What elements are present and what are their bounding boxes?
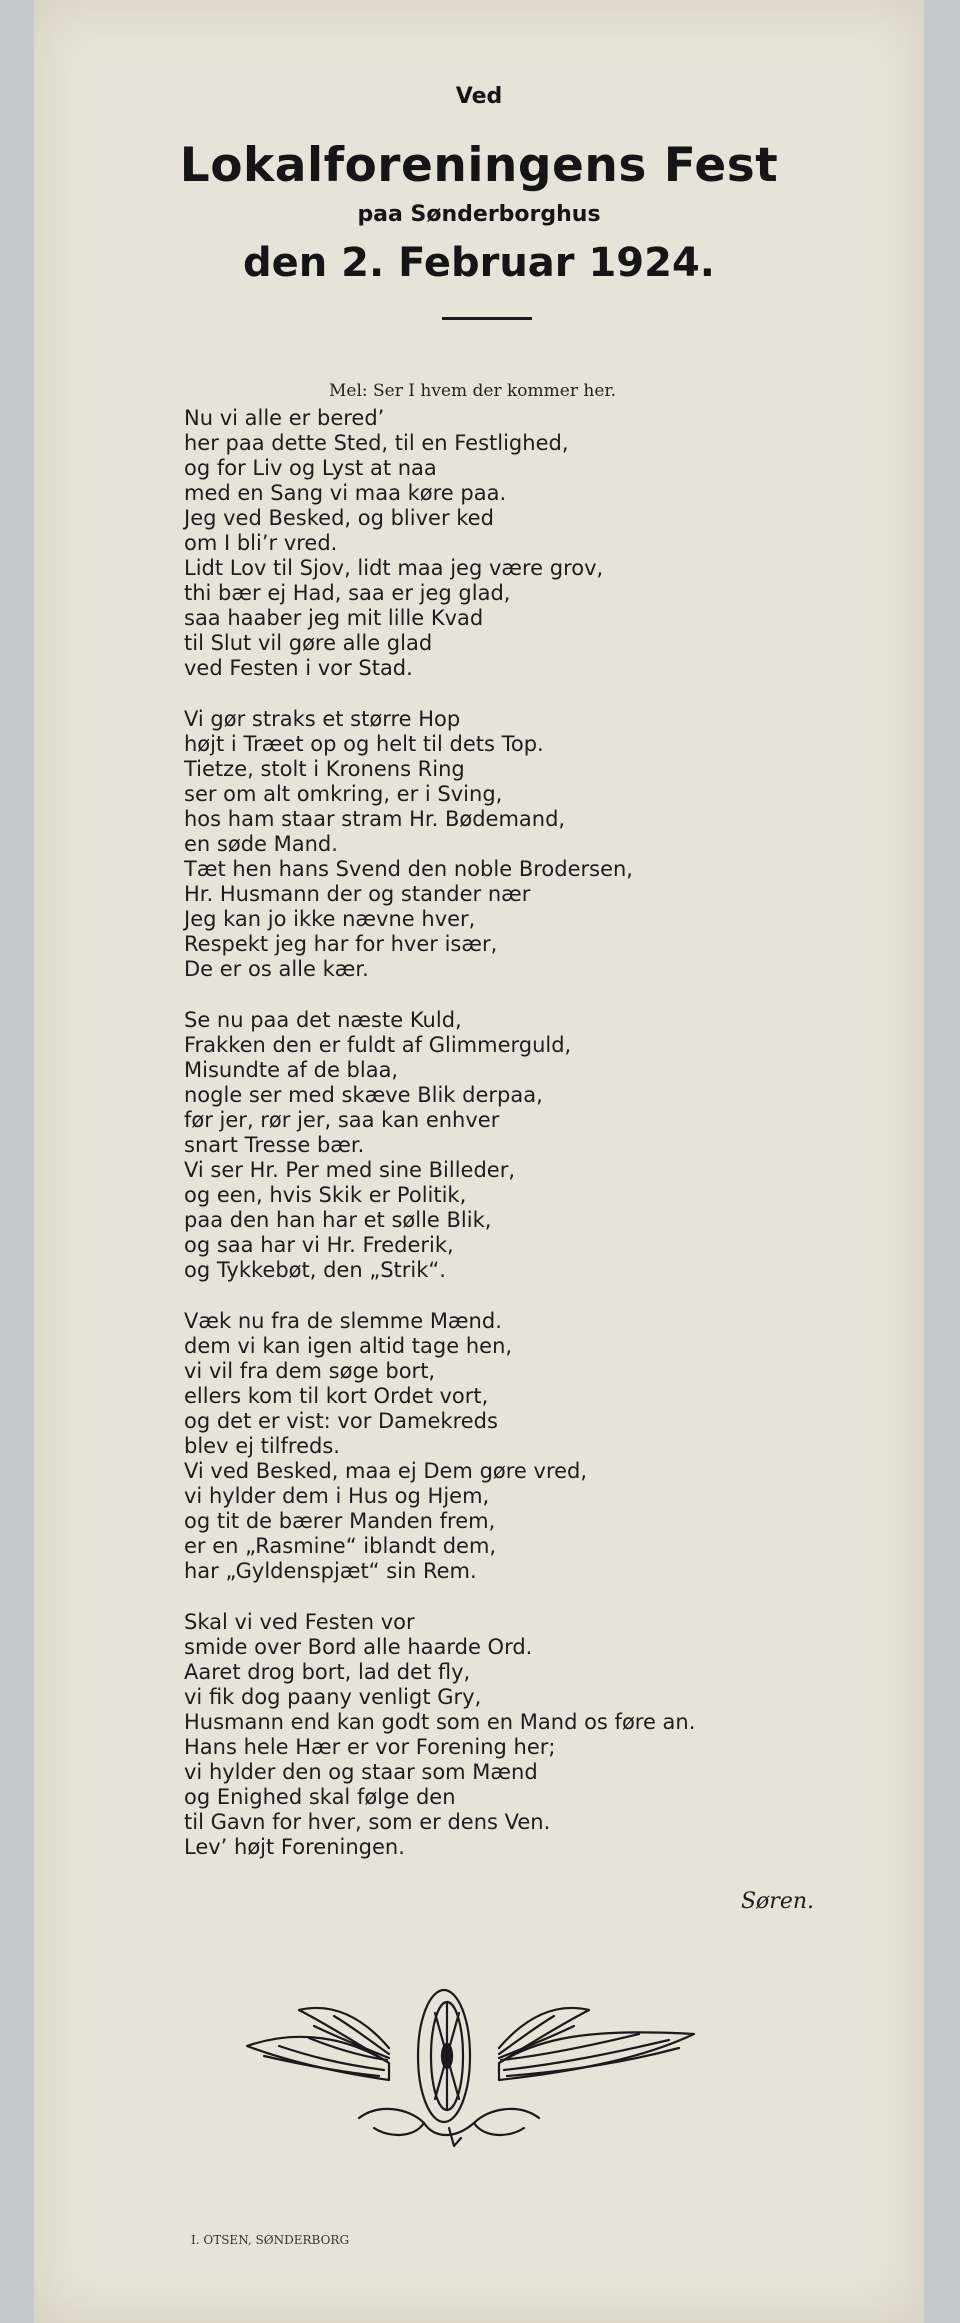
poem-line: og tit de bærer Manden frem, [184, 1509, 496, 1533]
poem-line: og Tykkebøt, den „Strik“. [184, 1258, 446, 1282]
poem-line: højt i Træet op og helt til dets Top. [184, 732, 544, 756]
song-sheet [34, 0, 924, 2323]
poem-line: Nu vi alle er bered’ [184, 406, 385, 430]
poem-line: Lidt Lov til Sjov, lidt maa jeg være grov, [184, 556, 604, 580]
signature: Søren. [740, 1889, 814, 1914]
poem-line: Aaret drog bort, lad det fly, [184, 1660, 471, 1684]
poem-line: thi bær ej Had, saa er jeg glad, [184, 581, 511, 605]
poem-line: Væk nu fra de slemme Mænd. [184, 1309, 502, 1333]
poem-line: Vi ser Hr. Per med sine Billeder, [184, 1158, 516, 1182]
poem [184, 406, 884, 1886]
poem-line: Tæt hen hans Svend den noble Brodersen, [184, 857, 633, 881]
page-title: Lokalforeningens Fest [179, 138, 779, 193]
stanza [184, 707, 884, 982]
melody-note: Mel: Ser I hvem der kommer her. [329, 381, 617, 401]
poem-line: og saa har vi Hr. Frederik, [184, 1233, 454, 1257]
poem-line: Frakken den er fuldt af Glimmerguld, [184, 1033, 572, 1057]
poem-line: Hr. Husmann der og stander nær [184, 882, 531, 906]
stanza [184, 1008, 884, 1283]
poem-line: og een, hvis Skik er Politik, [184, 1183, 467, 1207]
poem-line: Misundte af de blaa, [184, 1058, 399, 1082]
poem-line: Tietze, stolt i Kronens Ring [184, 757, 465, 781]
poem-line: snart Tresse bær. [184, 1133, 365, 1157]
poem-line: og Enighed skal følge den [184, 1785, 456, 1809]
stanza [184, 406, 884, 681]
poem-line: og for Liv og Lyst at naa [184, 456, 437, 480]
poem-line: Vi ved Besked, maa ej Dem gøre vred, [184, 1459, 588, 1483]
poem-line: ellers kom til kort Ordet vort, [184, 1384, 489, 1408]
poem-line: paa den han har et sølle Blik, [184, 1208, 492, 1232]
poem-line: saa haaber jeg mit lille Kvad [184, 606, 484, 630]
date-line: den 2. Februar 1924. [243, 240, 715, 286]
poem-line: til Gavn for hver, som er dens Ven. [184, 1810, 551, 1834]
poem-line: har „Gyldenspjæt“ sin Rem. [184, 1559, 477, 1583]
poem-line: en søde Mand. [184, 832, 338, 856]
poem-line: ser om alt omkring, er i Sving, [184, 782, 503, 806]
stanza [184, 1309, 884, 1584]
poem-line: vi hylder dem i Hus og Hjem, [184, 1484, 490, 1508]
poem-line: Lev’ højt Foreningen. [184, 1835, 405, 1859]
poem-line: Vi gør straks et større Hop [184, 707, 461, 731]
poem-line: er en „Rasmine“ iblandt dem, [184, 1534, 497, 1558]
winged-wheel-icon [239, 1968, 709, 2168]
stanza [184, 1610, 884, 1860]
divider [442, 317, 532, 320]
poem-line: ved Festen i vor Stad. [184, 656, 413, 680]
poem-line: Hans hele Hær er vor Forening her; [184, 1735, 556, 1759]
poem-line: med en Sang vi maa køre paa. [184, 481, 507, 505]
poem-line: vi vil fra dem søge bort, [184, 1359, 436, 1383]
poem-line: Se nu paa det næste Kuld, [184, 1008, 462, 1032]
poem-line: Skal vi ved Festen vor [184, 1610, 415, 1634]
poem-line: Respekt jeg har for hver især, [184, 932, 498, 956]
poem-line: smide over Bord alle haarde Ord. [184, 1635, 533, 1659]
poem-line: om I bli’r vred. [184, 531, 338, 555]
poem-line: dem vi kan igen altid tage hen, [184, 1334, 513, 1358]
poem-line: til Slut vil gøre alle glad [184, 631, 433, 655]
poem-line: Husmann end kan godt som en Mand os føre an. [184, 1710, 696, 1734]
printer-credit: I. OTSEN, SØNDERBORG [191, 2233, 350, 2247]
poem-line: nogle ser med skæve Blik derpaa, [184, 1083, 543, 1107]
poem-line: blev ej tilfreds. [184, 1434, 340, 1458]
poem-line: her paa dette Sted, til en Festlighed, [184, 431, 569, 455]
venue-line: paa Sønderborghus [357, 202, 601, 227]
poem-line: Jeg ved Besked, og bliver ked [184, 506, 494, 530]
pre-title: Ved [455, 84, 503, 109]
poem-line: Jeg kan jo ikke nævne hver, [184, 907, 476, 931]
poem-line: vi fik dog paany venligt Gry, [184, 1685, 482, 1709]
poem-line: hos ham staar stram Hr. Bødemand, [184, 807, 566, 831]
poem-line: før jer, rør jer, saa kan enhver [184, 1108, 500, 1132]
poem-line: vi hylder den og staar som Mænd [184, 1760, 538, 1784]
poem-line: De er os alle kær. [184, 957, 369, 981]
poem-line: og det er vist: vor Damekreds [184, 1409, 498, 1433]
